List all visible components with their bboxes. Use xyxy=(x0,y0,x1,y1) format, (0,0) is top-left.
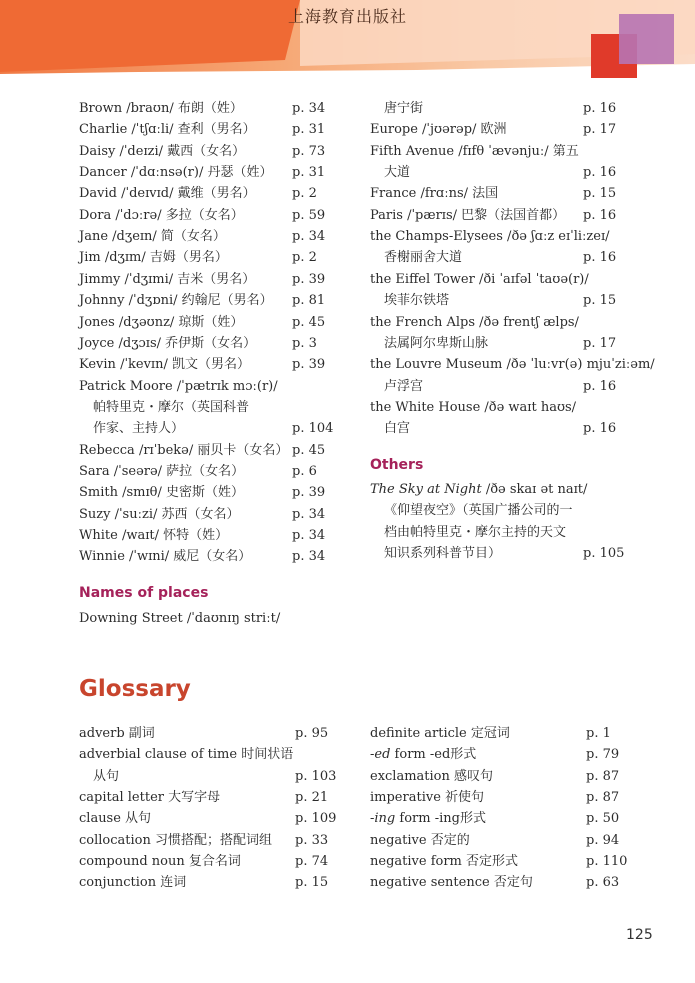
person-name-entry: Rebecca /rɪˈbekə/ 丽贝卡（女名） xyxy=(79,442,289,458)
place-name-entry: the Champs-Elysees /ðə ʃɑːz eɪˈliːzeɪ/ xyxy=(370,229,610,245)
place-name-entry: France /frɑːns/ 法国 xyxy=(370,186,499,202)
glossary-term-page-ref: p. 33 xyxy=(295,832,329,848)
place-name-page-ref: p. 17 xyxy=(583,122,617,138)
glossary-term-entry: imperative 祈使句 xyxy=(370,790,485,806)
person-name-entry: White /waɪt/ 怀特（姓） xyxy=(79,528,229,543)
glossary-term-entry: exclamation 感叹句 xyxy=(370,768,494,784)
glossary-term-entry: adverb 副词 xyxy=(79,726,155,741)
glossary-term-page-ref: p. 103 xyxy=(295,768,337,784)
italic-title: The Sky at Night xyxy=(370,482,482,497)
glossary-term-entry: compound noun 复合名词 xyxy=(79,854,241,870)
person-name-page-ref: p. 2 xyxy=(292,186,317,202)
page-number: 125 xyxy=(626,927,653,943)
glossary-term-entry: collocation 习惯搭配；搭配词组 xyxy=(79,832,272,848)
place-name-entry: the White House /ðə waɪt haʊs/ xyxy=(370,399,577,415)
person-name-entry: 作家、主持人） xyxy=(93,421,185,437)
place-name-entry: the Eiffel Tower /ði ˈaɪfəl ˈtaʊə(r)/ xyxy=(370,271,589,287)
other-item-entry: 《仰望夜空》（英国广播公司的一 xyxy=(384,503,573,519)
person-name-entry: Joyce /dʒɔɪs/ 乔伊斯（女名） xyxy=(79,335,257,351)
glossary-term-entry: negative 否定的 xyxy=(370,832,470,848)
glossary-term-page-ref: p. 63 xyxy=(586,875,620,891)
glossary-term-page-ref: p. 87 xyxy=(586,768,620,784)
place-name-page-ref: p. 15 xyxy=(583,186,617,202)
person-name-page-ref: p. 39 xyxy=(292,271,326,287)
person-name-page-ref: p. 2 xyxy=(292,250,317,266)
place-name-entry: 大道 xyxy=(384,165,411,181)
glossary-term-entry: negative form 否定形式 xyxy=(370,854,519,870)
place-name-page-ref: p. 16 xyxy=(583,165,617,181)
person-name-page-ref: p. 34 xyxy=(292,229,326,245)
person-name-entry: Jones /dʒəʊnz/ 琼斯（姓） xyxy=(79,314,244,330)
person-name-entry: Dancer /ˈdɑːnsə(r)/ 丹瑟（姓） xyxy=(79,165,273,181)
place-name-entry: 唐宁街 xyxy=(384,101,424,116)
glossary-term-page-ref: p. 74 xyxy=(295,854,329,870)
place-name-page-ref: p. 16 xyxy=(583,207,617,223)
glossary-term-page-ref: p. 95 xyxy=(295,726,329,741)
glossary-heading: Glossary xyxy=(79,676,191,702)
person-name-entry: Jimmy /ˈdʒɪmi/ 吉米（男名） xyxy=(79,271,256,287)
places-heading: Names of places xyxy=(79,585,209,601)
glossary-term-page-ref: p. 1 xyxy=(586,726,611,741)
person-name-entry: Johnny /ˈdʒɒni/ 约翰尼（男名） xyxy=(79,293,273,309)
other-item-entry: 档由帕特里克・摩尔主持的天文 xyxy=(384,524,567,540)
person-name-entry: Winnie /ˈwɪni/ 威尼（女名） xyxy=(79,549,252,565)
place-name-page-ref: p. 16 xyxy=(583,378,617,394)
other-item-entry: 知识系列科普节目） xyxy=(384,546,502,562)
glossary-term-page-ref: p. 87 xyxy=(586,790,620,806)
glossary-term-page-ref: p. 50 xyxy=(586,811,620,827)
person-name-entry: Jim /dʒɪm/ 吉姆（男名） xyxy=(79,250,228,266)
place-name-entry: 埃菲尔铁塔 xyxy=(384,293,450,309)
place-name-entry: 卢浮宫 xyxy=(384,378,424,394)
glossary-term-entry: negative sentence 否定句 xyxy=(370,875,533,891)
person-name-entry: Patrick Moore /ˈpætrɪk mɔː(r)/ xyxy=(79,378,278,394)
person-name-page-ref: p. 34 xyxy=(292,528,326,543)
person-name-entry: David /ˈdeɪvɪd/ 戴维（男名） xyxy=(79,186,256,202)
place-name-page-ref: p. 15 xyxy=(583,293,617,309)
person-name-entry: Daisy /ˈdeɪzi/ 戴西（女名） xyxy=(79,143,246,159)
glossary-term-page-ref: p. 15 xyxy=(295,875,329,891)
glossary-term-entry: capital letter 大写字母 xyxy=(79,790,221,806)
person-name-page-ref: p. 34 xyxy=(292,101,326,116)
person-name-entry: Suzy /ˈsuːzi/ 苏西（女名） xyxy=(79,506,240,522)
italic-term: -ed xyxy=(370,747,391,763)
person-name-page-ref: p. 73 xyxy=(292,143,326,159)
place-name-entry: Downing Street /ˈdaʊnɪŋ striːt/ xyxy=(79,611,281,626)
glossary-term-page-ref: p. 110 xyxy=(586,854,628,870)
glossary-term-entry: conjunction 连词 xyxy=(79,875,187,891)
person-name-entry: Kevin /ˈkevɪn/ 凯文（男名） xyxy=(79,357,250,373)
glossary-term-page-ref: p. 79 xyxy=(586,747,620,763)
person-name-page-ref: p. 45 xyxy=(292,314,326,330)
glossary-term-entry: -ed form -ed形式 xyxy=(370,747,477,763)
place-name-entry: Europe /ˈjʊərəp/ 欧洲 xyxy=(370,122,507,138)
italic-term: -ing xyxy=(370,811,396,827)
place-name-entry: the French Alps /ðə frentʃ ælps/ xyxy=(370,314,579,330)
person-name-entry: Brown /braʊn/ 布朗（姓） xyxy=(79,101,243,116)
person-name-entry: Smith /smɪθ/ 史密斯（姓） xyxy=(79,485,244,501)
place-name-page-ref: p. 16 xyxy=(583,421,617,437)
others-heading: Others xyxy=(370,457,424,473)
glossary-term-entry: clause 从句 xyxy=(79,811,152,827)
person-name-entry: Charlie /ˈtʃɑːli/ 查利（男名） xyxy=(79,122,256,138)
person-name-page-ref: p. 3 xyxy=(292,335,317,351)
person-name-page-ref: p. 34 xyxy=(292,506,326,522)
place-name-page-ref: p. 16 xyxy=(583,101,617,116)
publisher-name: 上海教育出版社 xyxy=(287,7,407,26)
glossary-term-page-ref: p. 109 xyxy=(295,811,337,827)
person-name-entry: Jane /dʒeɪn/ 简（女名） xyxy=(79,229,226,245)
place-name-entry: Fifth Avenue /fɪfθ ˈævənjuː/ 第五 xyxy=(370,143,579,159)
person-name-page-ref: p. 34 xyxy=(292,549,326,565)
person-name-entry: 帕特里克・摩尔（英国科普 xyxy=(93,399,250,415)
place-name-entry: the Louvre Museum /ðə ˈluːvr(ə) mjuˈziːəm/ xyxy=(370,357,655,373)
glossary-term-page-ref: p. 21 xyxy=(295,790,329,806)
header-banner xyxy=(0,0,695,80)
place-name-entry: 香榭丽舍大道 xyxy=(384,250,463,266)
place-name-page-ref: p. 16 xyxy=(583,250,617,266)
person-name-page-ref: p. 45 xyxy=(292,442,326,458)
glossary-term-entry: definite article 定冠词 xyxy=(370,726,510,741)
person-name-page-ref: p. 39 xyxy=(292,357,326,373)
person-name-page-ref: p. 39 xyxy=(292,485,326,501)
person-name-page-ref: p. 6 xyxy=(292,463,317,479)
person-name-page-ref: p. 31 xyxy=(292,165,326,181)
person-name-page-ref: p. 31 xyxy=(292,122,326,138)
place-name-entry: 法属阿尔卑斯山脉 xyxy=(384,335,489,351)
glossary-term-page-ref: p. 94 xyxy=(586,832,620,848)
other-item-page-ref: p. 105 xyxy=(583,546,625,562)
other-item-entry: The Sky at Night /ðə skaɪ ət naɪt/ xyxy=(370,482,588,497)
place-name-page-ref: p. 17 xyxy=(583,335,617,351)
glossary-term-entry: -ing form -ing形式 xyxy=(370,811,486,827)
place-name-entry: Paris /ˈpærɪs/ 巴黎（法国首都） xyxy=(370,207,566,223)
place-name-entry: 白宫 xyxy=(384,421,411,437)
person-name-entry: Dora /ˈdɔːrə/ 多拉（女名） xyxy=(79,207,244,223)
glossary-term-entry: 从句 xyxy=(93,768,120,784)
glossary-term-entry: adverbial clause of time 时间状语 xyxy=(79,747,294,763)
person-name-entry: Sara /ˈseərə/ 萨拉（女名） xyxy=(79,463,245,479)
person-name-page-ref: p. 59 xyxy=(292,207,326,223)
person-name-page-ref: p. 81 xyxy=(292,293,326,309)
person-name-page-ref: p. 104 xyxy=(292,421,334,437)
